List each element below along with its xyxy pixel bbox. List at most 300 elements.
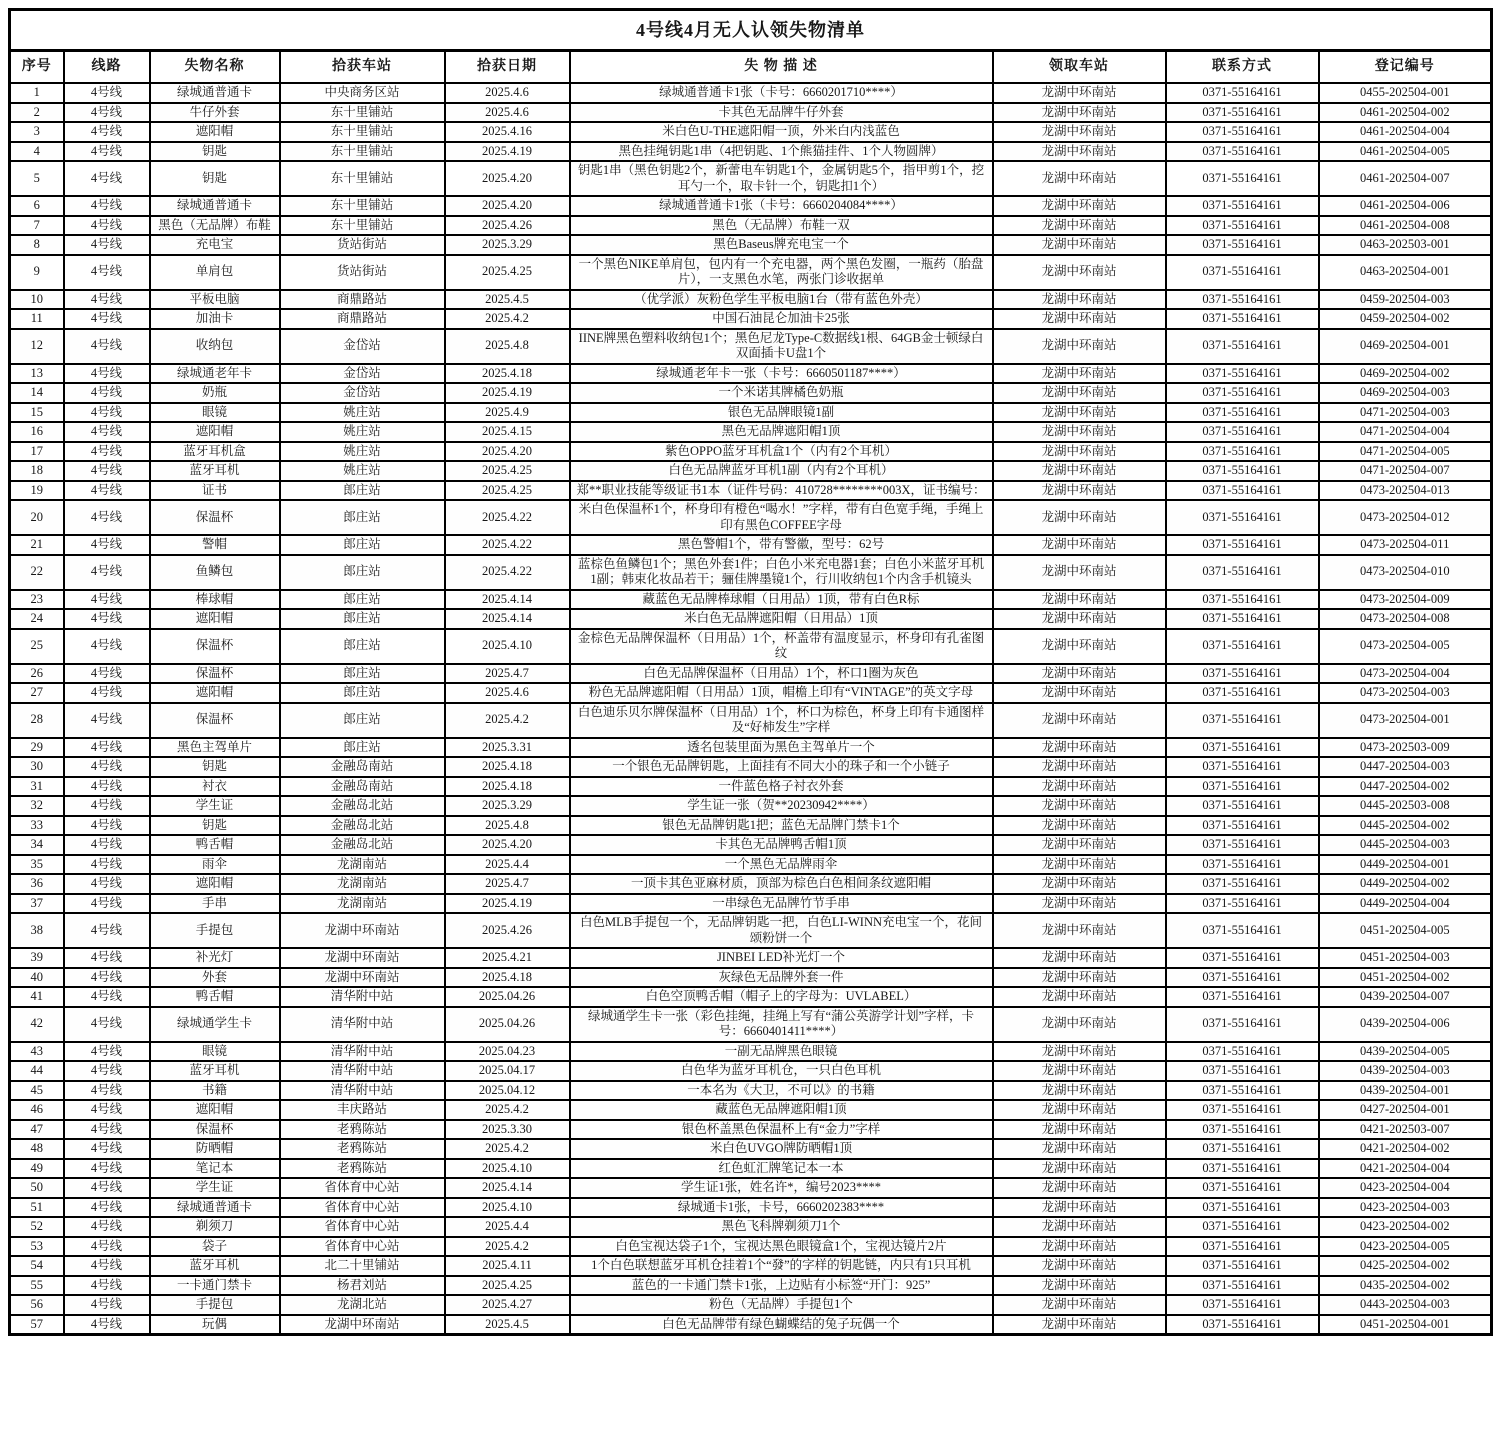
cell-serial: 36 [10, 874, 64, 894]
cell-item-name: 充电宝 [150, 235, 280, 255]
cell-description: 白色MLB手提包一个，无品牌钥匙一把，白色LI-WINN充电宝一个，花间颂粉饼一个 [570, 913, 993, 948]
cell-description: 一个黑色NIKE单肩包，包内有一个充电器，两个黑色发圈，一瓶药（胎盘片），一支黑色水笔，两张门诊收据单 [570, 255, 993, 290]
cell-contact: 0371-55164161 [1166, 103, 1319, 123]
cell-line: 4号线 [64, 948, 150, 968]
cell-item-name: 绿城通普通卡 [150, 83, 280, 103]
cell-serial: 2 [10, 103, 64, 123]
cell-found-station: 省体育中心站 [280, 1198, 445, 1218]
cell-serial: 33 [10, 816, 64, 836]
cell-contact: 0371-55164161 [1166, 816, 1319, 836]
cell-contact: 0371-55164161 [1166, 1139, 1319, 1159]
cell-contact: 0371-55164161 [1166, 874, 1319, 894]
cell-description: 白色宝视达袋子1个，宝视达黑色眼镜盒1个，宝视达镜片2片 [570, 1237, 993, 1257]
table-row [10, 757, 1492, 777]
cell-pickup-station: 龙湖中环南站 [993, 816, 1166, 836]
cell-found-station: 北二十里铺站 [280, 1256, 445, 1276]
cell-serial: 41 [10, 987, 64, 1007]
col-header-serial: 序号 [10, 51, 64, 84]
table-row [10, 913, 1492, 948]
table-row [10, 1120, 1492, 1140]
cell-found-station: 金岱站 [280, 329, 445, 364]
cell-item-name: 加油卡 [150, 309, 280, 329]
cell-registration-no: 0463-202503-001 [1319, 235, 1492, 255]
table-row [10, 590, 1492, 610]
cell-found-station: 省体育中心站 [280, 1237, 445, 1257]
cell-registration-no: 0445-202504-003 [1319, 835, 1492, 855]
col-header-line: 线路 [64, 51, 150, 84]
cell-pickup-station: 龙湖中环南站 [993, 142, 1166, 162]
cell-registration-no: 0439-202504-001 [1319, 1081, 1492, 1101]
cell-line: 4号线 [64, 757, 150, 777]
cell-line: 4号线 [64, 329, 150, 364]
cell-serial: 26 [10, 664, 64, 684]
table-row [10, 948, 1492, 968]
cell-registration-no: 0473-202504-012 [1319, 500, 1492, 535]
cell-found-station: 龙湖中环南站 [280, 968, 445, 988]
cell-contact: 0371-55164161 [1166, 403, 1319, 423]
cell-serial: 13 [10, 364, 64, 384]
cell-contact: 0371-55164161 [1166, 500, 1319, 535]
cell-description: 黑色Baseus牌充电宝一个 [570, 235, 993, 255]
cell-found-date: 2025.4.4 [445, 855, 570, 875]
cell-pickup-station: 龙湖中环南站 [993, 1217, 1166, 1237]
cell-line: 4号线 [64, 894, 150, 914]
cell-registration-no: 0471-202504-004 [1319, 422, 1492, 442]
cell-description: 蓝色的一卡通门禁卡1张，上边贴有小标签“开门：925” [570, 1276, 993, 1296]
cell-registration-no: 0469-202504-001 [1319, 329, 1492, 364]
cell-item-name: 保温杯 [150, 1120, 280, 1140]
table-row [10, 835, 1492, 855]
cell-description: 黑色挂绳钥匙1串（4把钥匙、1个熊猫挂件、1个人物圆牌） [570, 142, 993, 162]
table-row [10, 1256, 1492, 1276]
cell-registration-no: 0451-202504-002 [1319, 968, 1492, 988]
cell-registration-no: 0423-202504-005 [1319, 1237, 1492, 1257]
table-row [10, 481, 1492, 501]
cell-serial: 57 [10, 1315, 64, 1335]
col-header-contact: 联系方式 [1166, 51, 1319, 84]
cell-found-date: 2025.4.2 [445, 1139, 570, 1159]
table-row [10, 422, 1492, 442]
cell-found-date: 2025.4.6 [445, 103, 570, 123]
cell-found-date: 2025.4.19 [445, 142, 570, 162]
table-row [10, 329, 1492, 364]
cell-found-station: 郎庄站 [280, 590, 445, 610]
cell-found-date: 2025.4.18 [445, 364, 570, 384]
cell-description: 灰绿色无品牌外套一件 [570, 968, 993, 988]
cell-description: 一个米诺其牌橘色奶瓶 [570, 383, 993, 403]
cell-line: 4号线 [64, 1217, 150, 1237]
cell-registration-no: 0473-202503-009 [1319, 738, 1492, 758]
cell-line: 4号线 [64, 1061, 150, 1081]
cell-found-date: 2025.3.30 [445, 1120, 570, 1140]
cell-contact: 0371-55164161 [1166, 968, 1319, 988]
cell-found-date: 2025.4.25 [445, 481, 570, 501]
cell-registration-no: 0469-202504-003 [1319, 383, 1492, 403]
cell-description: 白色无品牌蓝牙耳机1副（内有2个耳机） [570, 461, 993, 481]
cell-description: 绿城通学生卡一张（彩色挂绳，挂绳上写有“蒲公英游学计划”字样，卡号：6660401411****） [570, 1007, 993, 1042]
cell-found-station: 清华附中站 [280, 987, 445, 1007]
cell-serial: 55 [10, 1276, 64, 1296]
col-header-found-station: 拾获车站 [280, 51, 445, 84]
cell-registration-no: 0471-202504-007 [1319, 461, 1492, 481]
cell-serial: 45 [10, 1081, 64, 1101]
cell-serial: 47 [10, 1120, 64, 1140]
cell-item-name: 蓝牙耳机 [150, 1256, 280, 1276]
cell-found-date: 2025.4.2 [445, 1237, 570, 1257]
cell-found-date: 2025.4.6 [445, 83, 570, 103]
table-row [10, 1061, 1492, 1081]
cell-line: 4号线 [64, 1256, 150, 1276]
cell-pickup-station: 龙湖中环南站 [993, 664, 1166, 684]
table-row [10, 103, 1492, 123]
cell-description: 紫色OPPO蓝牙耳机盒1个（内有2个耳机） [570, 442, 993, 462]
cell-registration-no: 0473-202504-001 [1319, 703, 1492, 738]
cell-registration-no: 0451-202504-001 [1319, 1315, 1492, 1335]
cell-line: 4号线 [64, 142, 150, 162]
cell-contact: 0371-55164161 [1166, 1217, 1319, 1237]
table-row [10, 855, 1492, 875]
cell-contact: 0371-55164161 [1166, 555, 1319, 590]
cell-found-station: 东十里铺站 [280, 196, 445, 216]
cell-registration-no: 0421-202503-007 [1319, 1120, 1492, 1140]
cell-found-date: 2025.3.29 [445, 235, 570, 255]
cell-description: 卡其色无品牌牛仔外套 [570, 103, 993, 123]
cell-found-date: 2025.4.10 [445, 1198, 570, 1218]
cell-serial: 16 [10, 422, 64, 442]
cell-registration-no: 0435-202504-002 [1319, 1276, 1492, 1296]
cell-registration-no: 0447-202504-003 [1319, 757, 1492, 777]
cell-serial: 5 [10, 161, 64, 196]
cell-pickup-station: 龙湖中环南站 [993, 987, 1166, 1007]
cell-item-name: 手提包 [150, 913, 280, 948]
cell-found-date: 2025.4.2 [445, 1100, 570, 1120]
cell-serial: 34 [10, 835, 64, 855]
cell-registration-no: 0439-202504-005 [1319, 1042, 1492, 1062]
table-row [10, 874, 1492, 894]
cell-contact: 0371-55164161 [1166, 796, 1319, 816]
cell-registration-no: 0461-202504-002 [1319, 103, 1492, 123]
cell-registration-no: 0471-202504-005 [1319, 442, 1492, 462]
cell-contact: 0371-55164161 [1166, 894, 1319, 914]
cell-line: 4号线 [64, 796, 150, 816]
cell-registration-no: 0423-202504-002 [1319, 1217, 1492, 1237]
cell-pickup-station: 龙湖中环南站 [993, 1007, 1166, 1042]
cell-line: 4号线 [64, 161, 150, 196]
cell-found-date: 2025.4.8 [445, 816, 570, 836]
cell-description: 黑色（无品牌）布鞋一双 [570, 216, 993, 236]
cell-serial: 29 [10, 738, 64, 758]
cell-contact: 0371-55164161 [1166, 1198, 1319, 1218]
cell-found-station: 郎庄站 [280, 535, 445, 555]
cell-item-name: 棒球帽 [150, 590, 280, 610]
cell-serial: 31 [10, 777, 64, 797]
cell-pickup-station: 龙湖中环南站 [993, 913, 1166, 948]
cell-item-name: 玩偶 [150, 1315, 280, 1335]
cell-found-station: 龙湖中环南站 [280, 948, 445, 968]
cell-pickup-station: 龙湖中环南站 [993, 103, 1166, 123]
cell-found-date: 2025.3.29 [445, 796, 570, 816]
cell-description: 一副无品牌黑色眼镜 [570, 1042, 993, 1062]
cell-pickup-station: 龙湖中环南站 [993, 1081, 1166, 1101]
cell-line: 4号线 [64, 422, 150, 442]
cell-registration-no: 0473-202504-013 [1319, 481, 1492, 501]
cell-description: 1个白色联想蓝牙耳机仓挂着1个“發”的字样的钥匙链，内只有1只耳机 [570, 1256, 993, 1276]
cell-found-date: 2025.4.10 [445, 629, 570, 664]
cell-found-date: 2025.4.21 [445, 948, 570, 968]
cell-found-date: 2025.4.18 [445, 757, 570, 777]
cell-item-name: 书籍 [150, 1081, 280, 1101]
cell-item-name: 钥匙 [150, 816, 280, 836]
table-row [10, 83, 1492, 103]
cell-registration-no: 0473-202504-008 [1319, 609, 1492, 629]
cell-serial: 53 [10, 1237, 64, 1257]
cell-line: 4号线 [64, 738, 150, 758]
cell-item-name: 黑色主驾单片 [150, 738, 280, 758]
cell-item-name: 雨伞 [150, 855, 280, 875]
cell-line: 4号线 [64, 535, 150, 555]
cell-pickup-station: 龙湖中环南站 [993, 1120, 1166, 1140]
cell-found-station: 金岱站 [280, 383, 445, 403]
cell-description: 一个银色无品牌钥匙，上面挂有不同大小的珠子和一个小链子 [570, 757, 993, 777]
cell-description: 银色杯盖黑色保温杯上有“金力”字样 [570, 1120, 993, 1140]
cell-serial: 49 [10, 1159, 64, 1179]
cell-serial: 38 [10, 913, 64, 948]
cell-item-name: 补光灯 [150, 948, 280, 968]
cell-serial: 6 [10, 196, 64, 216]
cell-found-date: 2025.4.8 [445, 329, 570, 364]
cell-description: 绿城通普通卡1张（卡号：6660201710****） [570, 83, 993, 103]
cell-line: 4号线 [64, 1139, 150, 1159]
cell-serial: 35 [10, 855, 64, 875]
table-row [10, 683, 1492, 703]
cell-line: 4号线 [64, 816, 150, 836]
cell-line: 4号线 [64, 1198, 150, 1218]
cell-pickup-station: 龙湖中环南站 [993, 1276, 1166, 1296]
lost-items-table [8, 8, 1493, 1336]
cell-pickup-station: 龙湖中环南站 [993, 403, 1166, 423]
cell-line: 4号线 [64, 442, 150, 462]
cell-contact: 0371-55164161 [1166, 948, 1319, 968]
cell-serial: 25 [10, 629, 64, 664]
cell-pickup-station: 龙湖中环南站 [993, 555, 1166, 590]
cell-found-station: 中央商务区站 [280, 83, 445, 103]
cell-item-name: 保温杯 [150, 629, 280, 664]
cell-description: 学生证1张，姓名许*，编号2023**** [570, 1178, 993, 1198]
cell-found-date: 2025.4.25 [445, 461, 570, 481]
table-row [10, 235, 1492, 255]
cell-pickup-station: 龙湖中环南站 [993, 855, 1166, 875]
cell-description: 钥匙1串（黑色钥匙2个，新蕾电车钥匙1个，金属钥匙5个，指甲剪1个，挖耳勺一个，取卡针一个，钥匙扣1个） [570, 161, 993, 196]
table-row [10, 1237, 1492, 1257]
cell-contact: 0371-55164161 [1166, 1100, 1319, 1120]
cell-item-name: 学生证 [150, 796, 280, 816]
table-row [10, 1295, 1492, 1315]
cell-line: 4号线 [64, 309, 150, 329]
col-header-item-name: 失物名称 [150, 51, 280, 84]
cell-found-station: 郎庄站 [280, 555, 445, 590]
cell-description: 黑色无品牌遮阳帽1顶 [570, 422, 993, 442]
cell-found-station: 龙湖北站 [280, 1295, 445, 1315]
cell-serial: 50 [10, 1178, 64, 1198]
cell-item-name: 鸭舌帽 [150, 987, 280, 1007]
cell-found-station: 金融岛北站 [280, 796, 445, 816]
cell-found-date: 2025.4.25 [445, 1276, 570, 1296]
cell-registration-no: 0445-202503-008 [1319, 796, 1492, 816]
cell-pickup-station: 龙湖中环南站 [993, 968, 1166, 988]
cell-found-station: 清华附中站 [280, 1007, 445, 1042]
cell-pickup-station: 龙湖中环南站 [993, 796, 1166, 816]
cell-item-name: 钥匙 [150, 142, 280, 162]
cell-pickup-station: 龙湖中环南站 [993, 1237, 1166, 1257]
table-row [10, 703, 1492, 738]
cell-line: 4号线 [64, 1159, 150, 1179]
cell-serial: 7 [10, 216, 64, 236]
cell-contact: 0371-55164161 [1166, 290, 1319, 310]
cell-found-station: 省体育中心站 [280, 1217, 445, 1237]
cell-serial: 46 [10, 1100, 64, 1120]
cell-item-name: 保温杯 [150, 500, 280, 535]
cell-line: 4号线 [64, 987, 150, 1007]
cell-description: 绿城通普通卡1张（卡号：6660204084****） [570, 196, 993, 216]
cell-found-station: 龙湖南站 [280, 894, 445, 914]
table-row [10, 255, 1492, 290]
cell-registration-no: 0473-202504-003 [1319, 683, 1492, 703]
cell-found-station: 东十里铺站 [280, 122, 445, 142]
cell-line: 4号线 [64, 683, 150, 703]
cell-item-name: 保温杯 [150, 703, 280, 738]
cell-found-station: 省体育中心站 [280, 1178, 445, 1198]
cell-contact: 0371-55164161 [1166, 664, 1319, 684]
cell-found-station: 郎庄站 [280, 703, 445, 738]
cell-serial: 30 [10, 757, 64, 777]
header-row [10, 51, 1492, 84]
cell-contact: 0371-55164161 [1166, 1159, 1319, 1179]
cell-registration-no: 0449-202504-004 [1319, 894, 1492, 914]
cell-item-name: 鸭舌帽 [150, 835, 280, 855]
cell-pickup-station: 龙湖中环南站 [993, 874, 1166, 894]
cell-found-date: 2025.4.10 [445, 1159, 570, 1179]
cell-item-name: 绿城通普通卡 [150, 196, 280, 216]
cell-item-name: 遮阳帽 [150, 422, 280, 442]
cell-item-name: 蓝牙耳机盒 [150, 442, 280, 462]
cell-pickup-station: 龙湖中环南站 [993, 1178, 1166, 1198]
cell-serial: 3 [10, 122, 64, 142]
cell-description: 透名包装里面为黑色主驾单片一个 [570, 738, 993, 758]
cell-serial: 21 [10, 535, 64, 555]
cell-pickup-station: 龙湖中环南站 [993, 835, 1166, 855]
cell-registration-no: 0461-202504-008 [1319, 216, 1492, 236]
cell-found-station: 郎庄站 [280, 738, 445, 758]
cell-serial: 48 [10, 1139, 64, 1159]
cell-registration-no: 0445-202504-002 [1319, 816, 1492, 836]
cell-contact: 0371-55164161 [1166, 122, 1319, 142]
cell-serial: 42 [10, 1007, 64, 1042]
cell-registration-no: 0423-202504-004 [1319, 1178, 1492, 1198]
cell-found-station: 姚庄站 [280, 422, 445, 442]
cell-contact: 0371-55164161 [1166, 855, 1319, 875]
table-row [10, 1081, 1492, 1101]
cell-registration-no: 0439-202504-003 [1319, 1061, 1492, 1081]
cell-description: IINE牌黑色塑料收纳包1个；黑色尼龙Type-C数据线1根、64GB金士顿绿白双面插卡U盘1个 [570, 329, 993, 364]
cell-line: 4号线 [64, 383, 150, 403]
page-title: 4号线4月无人认领失物清单 [10, 10, 1492, 51]
cell-serial: 56 [10, 1295, 64, 1315]
cell-contact: 0371-55164161 [1166, 629, 1319, 664]
cell-item-name: 防晒帽 [150, 1139, 280, 1159]
cell-line: 4号线 [64, 196, 150, 216]
table-row [10, 403, 1492, 423]
cell-description: 藏蓝色无品牌遮阳帽1顶 [570, 1100, 993, 1120]
cell-item-name: 绿城通普通卡 [150, 1198, 280, 1218]
cell-found-station: 龙湖中环南站 [280, 1315, 445, 1335]
cell-found-date: 2025.04.26 [445, 1007, 570, 1042]
cell-serial: 12 [10, 329, 64, 364]
table-row [10, 738, 1492, 758]
table-row [10, 987, 1492, 1007]
cell-found-date: 2025.4.9 [445, 403, 570, 423]
cell-item-name: 钥匙 [150, 161, 280, 196]
cell-found-date: 2025.4.22 [445, 555, 570, 590]
cell-contact: 0371-55164161 [1166, 1120, 1319, 1140]
cell-serial: 43 [10, 1042, 64, 1062]
cell-found-station: 郎庄站 [280, 500, 445, 535]
cell-item-name: 鱼鳞包 [150, 555, 280, 590]
cell-found-date: 2025.4.11 [445, 1256, 570, 1276]
cell-line: 4号线 [64, 103, 150, 123]
cell-line: 4号线 [64, 216, 150, 236]
cell-pickup-station: 龙湖中环南站 [993, 422, 1166, 442]
cell-found-station: 金融岛北站 [280, 816, 445, 836]
cell-pickup-station: 龙湖中环南站 [993, 1198, 1166, 1218]
cell-found-station: 姚庄站 [280, 403, 445, 423]
table-row [10, 142, 1492, 162]
cell-description: 一顶卡其色亚麻材质，顶部为棕色白色相间条纹遮阳帽 [570, 874, 993, 894]
cell-serial: 11 [10, 309, 64, 329]
cell-line: 4号线 [64, 255, 150, 290]
cell-found-station: 龙湖南站 [280, 855, 445, 875]
cell-description: 金棕色无品牌保温杯（日用品）1个，杯盖带有温度显示，杯身印有孔雀图纹 [570, 629, 993, 664]
cell-found-station: 货站街站 [280, 255, 445, 290]
cell-found-date: 2025.4.14 [445, 1178, 570, 1198]
cell-line: 4号线 [64, 122, 150, 142]
cell-description: 一串绿色无品牌竹节手串 [570, 894, 993, 914]
cell-pickup-station: 龙湖中环南站 [993, 629, 1166, 664]
cell-item-name: 绿城通老年卡 [150, 364, 280, 384]
cell-contact: 0371-55164161 [1166, 609, 1319, 629]
cell-registration-no: 0471-202504-003 [1319, 403, 1492, 423]
cell-serial: 17 [10, 442, 64, 462]
cell-found-station: 姚庄站 [280, 442, 445, 462]
cell-found-date: 2025.4.19 [445, 383, 570, 403]
cell-item-name: 平板电脑 [150, 290, 280, 310]
cell-serial: 4 [10, 142, 64, 162]
cell-contact: 0371-55164161 [1166, 461, 1319, 481]
cell-serial: 15 [10, 403, 64, 423]
cell-found-date: 2025.4.6 [445, 683, 570, 703]
cell-serial: 51 [10, 1198, 64, 1218]
table-row [10, 461, 1492, 481]
cell-found-station: 金岱站 [280, 364, 445, 384]
cell-line: 4号线 [64, 1237, 150, 1257]
cell-line: 4号线 [64, 703, 150, 738]
cell-registration-no: 0473-202504-011 [1319, 535, 1492, 555]
cell-found-date: 2025.4.18 [445, 777, 570, 797]
cell-description: 粉色无品牌遮阳帽（日用品）1顶，帽檐上印有“VINTAGE”的英文字母 [570, 683, 993, 703]
cell-contact: 0371-55164161 [1166, 309, 1319, 329]
cell-found-date: 2025.4.26 [445, 216, 570, 236]
table-row [10, 309, 1492, 329]
cell-registration-no: 0455-202504-001 [1319, 83, 1492, 103]
